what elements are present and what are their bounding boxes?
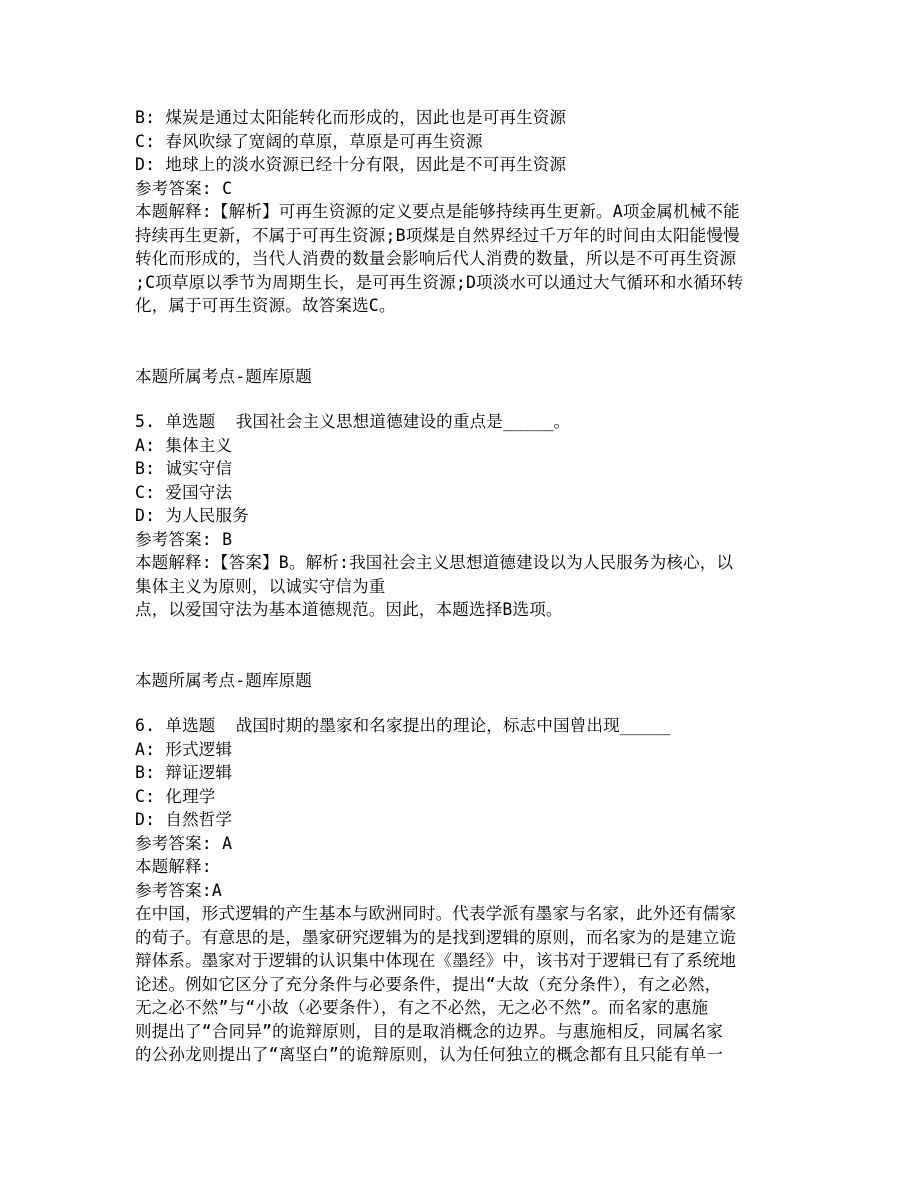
explanation-line: 论述。例如它区分了充分条件与必要条件，提出“大故（充分条件），有之必然， (135, 974, 722, 994)
option-c: C: 春风吹绿了宽阔的草原，草原是可再生资源 (135, 131, 483, 151)
option-c: C: 爱国守法 (135, 482, 233, 502)
document-page (135, 106, 795, 1067)
explanation-line: 持续再生更新，不属于可再生资源;B项煤是自然界经过千万年的时间由太阳能慢慢 (135, 225, 740, 245)
answer-repeat: 参考答案:A (135, 880, 223, 900)
answer: 参考答案: B (135, 529, 233, 549)
question-title: 5. 单选题 我国社会主义思想道德建设的重点是_____。 (135, 412, 571, 431)
explanation-line: 转化而形成的，当代人消费的数量会影响后代人消费的数量，所以是不可再生资源 (135, 249, 737, 268)
explanation-line: 化，属于可再生资源。故答案选C。 (135, 296, 396, 315)
section-title: 本题所属考点-题库原题 (135, 366, 313, 386)
answer: 参考答案: C (135, 178, 233, 198)
option-a: A: 集体主义 (135, 435, 233, 455)
explanation-line: 辩体系。墨家对于逻辑的认识集中体现在《墨经》中，该书对于逻辑已有了系统地 (135, 951, 737, 970)
section-title: 本题所属考点-题库原题 (135, 670, 313, 690)
explanation-label: 本题解释: (135, 857, 212, 876)
option-b: B: 辩证逻辑 (135, 763, 233, 782)
q5-block (135, 410, 795, 622)
explanation-line: 集体主义为原则，以诚实守信为重 (135, 576, 386, 596)
q4-block (135, 106, 795, 318)
explanation-line: ;C项草原以季节为周期生长，是可再生资源;D项淡水可以通过大气循环和水循环转 (135, 272, 744, 292)
explanation-line: 本题解释:【解析】可再生资源的定义要点是能够持续再生更新。A项金属机械不能 (135, 202, 740, 221)
option-c: C: 化理学 (135, 786, 216, 806)
explanation-line: 的荀子。有意思的是，墨家研究逻辑为的是找到逻辑的原则，而名家为的是建立诡 (135, 927, 737, 947)
option-d: D: 为人民服务 (135, 506, 249, 525)
option-b: B: 煤炭是通过太阳能转化而形成的，因此也是可再生资源 (135, 108, 567, 127)
option-d: D: 自然哲学 (135, 810, 233, 829)
explanation-line: 点，以爱国守法为基本道德规范。因此，本题选择B选项。 (135, 600, 563, 619)
explanation-line: 则提出了“合同异”的诡辩原则，目的是取消概念的边界。与惠施相反，同属名家 (135, 1021, 724, 1041)
option-d: D: 地球上的淡水资源已经十分有限，因此是不可再生资源 (135, 155, 567, 174)
explanation-line: 本题解释:【答案】B。解析:我国社会主义思想道德建设以为人民服务为核心，以 (135, 553, 734, 572)
option-a: A: 形式逻辑 (135, 739, 233, 759)
q6-block (135, 714, 795, 1067)
question-title: 6. 单选题 战国时期的墨家和名家提出的理论，标志中国曾出现_____ (135, 716, 671, 735)
option-b: B: 诚实守信 (135, 459, 233, 478)
explanation-line: 的公孙龙则提出了“离坚白”的诡辩原则，认为任何独立的概念都有且只能有单一 (135, 1045, 724, 1064)
explanation-line: 在中国，形式逻辑的产生基本与欧洲同时。代表学派有墨家与名家，此外还有儒家 (135, 904, 737, 923)
explanation-line: 无之必不然”与“小故（必要条件），有之不必然，无之必不然”。而名家的惠施 (135, 998, 709, 1017)
answer: 参考答案: A (135, 833, 233, 853)
